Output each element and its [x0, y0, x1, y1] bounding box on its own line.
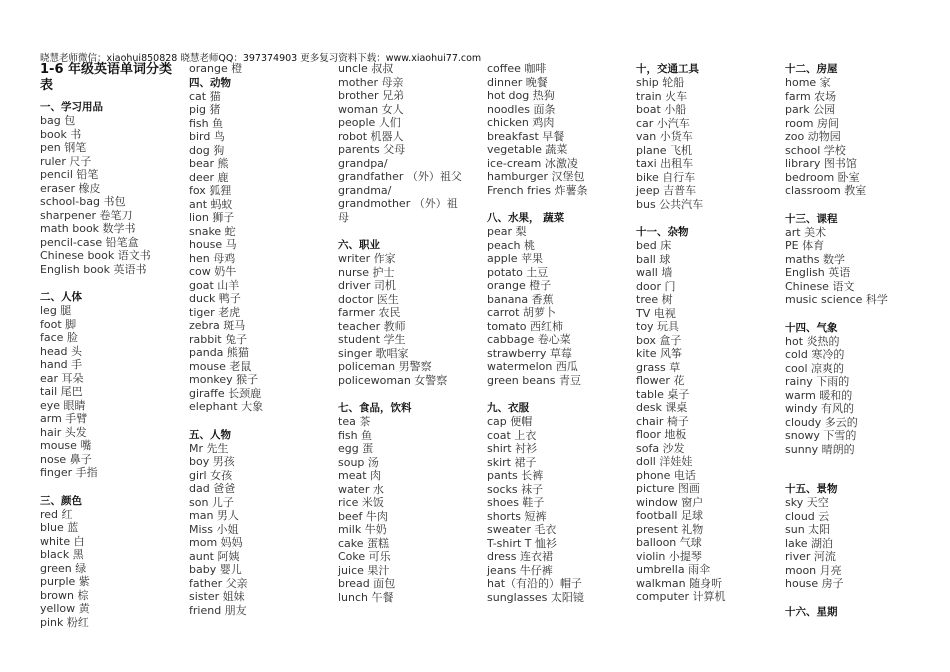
word-entry: phone 电话	[636, 468, 696, 482]
word-entry: soup 汤	[338, 455, 379, 469]
word-entry: kite 风筝	[636, 347, 683, 360]
word-entry: duck 鸭子	[189, 292, 241, 305]
column-3	[338, 62, 466, 618]
section-title: 十六、星期	[785, 605, 838, 618]
section-title: 十，交通工具	[636, 63, 699, 75]
word-list	[785, 76, 925, 198]
word-entry: desk 课桌	[636, 401, 688, 414]
word-entry: robot 机器人	[338, 129, 404, 143]
word-entry: sunglasses 太阳镜	[487, 590, 584, 604]
word-entry: pink 粉红	[40, 615, 89, 629]
section-title: 一、学习用品	[40, 101, 103, 113]
word-entry: boat 小船	[636, 103, 687, 116]
word-entry: computer 计算机	[636, 590, 726, 603]
word-list	[40, 508, 180, 630]
section-stationery	[40, 100, 180, 276]
word-entry: bus 公共汽车	[636, 197, 704, 211]
word-entry: green 绿	[40, 561, 87, 575]
word-entry: purple 紫	[40, 575, 90, 588]
page-header: 晓慧老师微信：xiaohui850828 晓慧老师QQ：397374903 更多复习资料下载：www.xiaohui77.com	[40, 53, 482, 64]
word-entry: library 图书馆	[785, 157, 857, 170]
word-entry: rabbit 兔子	[189, 332, 248, 346]
word-entry: lion 狮子	[189, 211, 235, 224]
word-entry: home 家	[785, 76, 831, 89]
word-list	[189, 442, 329, 618]
word-entry: green beans 青豆	[487, 373, 581, 387]
word-entry: baby 婴儿	[189, 563, 242, 576]
section-title: 九、衣服	[487, 402, 529, 414]
word-entry: brown 棕	[40, 588, 89, 602]
word-entry: snake 蛇	[189, 224, 236, 238]
word-entry: coffee 咖啡	[487, 62, 547, 75]
word-entry: brother 兄弟	[338, 89, 405, 102]
word-entry: sweater 毛衣	[487, 523, 557, 536]
word-entry: tomato 西红柿	[487, 319, 564, 333]
word-entry: father 父亲	[189, 576, 248, 590]
word-entry: singer 歌唱家	[338, 346, 409, 360]
word-entry: ant 蚂蚁	[189, 197, 233, 211]
word-entry: water 水	[338, 482, 384, 496]
word-entry: coat 上衣	[487, 428, 537, 442]
word-entry: white 白	[40, 534, 85, 548]
word-entry: carrot 胡萝卜	[487, 306, 556, 319]
column-1	[40, 62, 180, 643]
word-entry: hot dog 热狗	[487, 89, 555, 102]
word-entry: room 房间	[785, 116, 839, 130]
section-title: 十三、课程	[785, 212, 838, 225]
word-entry: noodles 面条	[487, 102, 556, 116]
word-entry: ship 轮船	[636, 76, 685, 89]
word-list	[636, 239, 776, 604]
word-entry: box 盒子	[636, 333, 682, 347]
word-entry: pear 梨	[487, 225, 527, 238]
word-entry: dog 狗	[189, 143, 225, 157]
word-entry: watermelon 西瓜	[487, 360, 578, 373]
word-entry: grandma/	[338, 183, 392, 197]
word-entry: nose 鼻子	[40, 452, 92, 466]
word-entry: sky 天空	[785, 496, 829, 509]
word-list	[785, 226, 925, 307]
word-entry: finger 手指	[40, 466, 98, 479]
word-entry: warm 暖和的	[785, 388, 853, 402]
word-entry: cloudy 多云的	[785, 415, 858, 429]
word-entry: milk 牛奶	[338, 523, 387, 536]
word-entry: windy 有风的	[785, 402, 855, 415]
word-entry: classroom 教室	[785, 184, 867, 197]
word-entry: head 头	[40, 344, 82, 358]
word-entry: peach 桃	[487, 238, 536, 252]
word-entry: TV 电视	[636, 306, 676, 320]
word-entry: grandpa/	[338, 156, 388, 170]
section-week	[785, 605, 925, 619]
word-list	[338, 415, 466, 604]
word-entry: bread 面包	[338, 577, 396, 590]
section-colors-continued	[189, 62, 329, 76]
word-entry: woman 女人	[338, 102, 404, 116]
word-entry: cool 凉爽的	[785, 361, 845, 375]
word-entry: juice 果汁	[338, 563, 390, 577]
word-entry: red 红	[40, 507, 73, 521]
word-entry: picture 图画	[636, 482, 700, 495]
section-colors	[40, 494, 180, 630]
word-entry: orange 橙	[189, 62, 243, 75]
word-entry: hot 炎热的	[785, 334, 840, 348]
word-entry: parents 父母	[338, 143, 406, 156]
word-entry: door 门	[636, 279, 676, 293]
word-entry: meat 肉	[338, 469, 382, 482]
word-entry: elephant 大象	[189, 400, 264, 413]
word-entry: school-bag 书包	[40, 195, 126, 208]
word-entry: hat（有沿的）帽子	[487, 577, 583, 590]
word-entry: lunch 午餐	[338, 590, 394, 604]
word-entry: fox 狐狸	[189, 184, 232, 197]
word-entry: cloud 云	[785, 509, 830, 523]
word-entry: Chinese book 语文书	[40, 249, 151, 262]
column-5	[636, 62, 776, 618]
word-entry: tail 尾巴	[40, 385, 83, 398]
word-entry: bear 熊	[189, 157, 229, 170]
section-title: 十二、房屋	[785, 63, 838, 75]
word-entry: music science 科学	[785, 293, 888, 306]
word-entry: nurse 护士	[338, 265, 395, 279]
word-entry: plane 飞机	[636, 143, 693, 157]
column-4	[487, 62, 627, 618]
section-title: 三、颜色	[40, 494, 82, 507]
word-entry: ball 球	[636, 252, 671, 266]
word-entry: mouse 嘴	[40, 439, 92, 452]
word-entry: bike 自行车	[636, 170, 696, 184]
word-entry: lake 湖泊	[785, 536, 834, 550]
word-entry: boy 男孩	[189, 455, 235, 468]
word-entry: river 河流	[785, 550, 836, 563]
section-title: 五、人物	[189, 428, 231, 441]
word-entry: mom 妈妈	[189, 536, 243, 549]
word-entry: house 房子	[785, 577, 844, 590]
word-entry: girl 女孩	[189, 468, 233, 482]
word-entry: flower 花	[636, 374, 685, 387]
word-entry: Chinese 语文	[785, 279, 855, 293]
word-entry: hand 手	[40, 358, 83, 371]
word-entry: face 脸	[40, 331, 78, 344]
word-entry: teacher 教师	[338, 319, 406, 333]
word-list	[40, 304, 180, 480]
word-entry: goat 山羊	[189, 278, 240, 292]
word-entry: grandfather （外）祖父	[338, 170, 462, 183]
word-entry: farm 农场	[785, 89, 837, 103]
word-entry: socks 袜子	[487, 482, 544, 496]
word-entry: sister 姐妹	[189, 590, 245, 603]
word-entry: tiger 老虎	[189, 305, 241, 319]
word-entry: uncle 叔叔	[338, 62, 394, 75]
section-misc	[636, 225, 776, 604]
word-entry: jeans 牛仔裤	[487, 563, 553, 577]
word-entry: balloon 气球	[636, 536, 702, 549]
word-entry: cake 蛋糕	[338, 536, 390, 550]
word-entry: vegetable 蔬菜	[487, 143, 568, 156]
word-entry: shirt 衬衫	[487, 442, 538, 455]
word-entry: dad 爸爸	[189, 482, 236, 495]
word-list	[189, 90, 329, 414]
word-list	[785, 496, 925, 591]
word-entry: mother 母亲	[338, 75, 404, 89]
word-list	[338, 252, 466, 387]
word-entry: deer 鹿	[189, 170, 229, 184]
word-list	[338, 62, 466, 224]
word-entry: policeman 男警察	[338, 360, 432, 373]
word-entry: grass 草	[636, 360, 681, 374]
word-entry: shoes 鞋子	[487, 496, 545, 509]
word-entry: student 学生	[338, 333, 406, 346]
word-entry: English book 英语书	[40, 262, 147, 276]
word-entry: floor 地板	[636, 428, 687, 441]
word-entry: pants 长裤	[487, 469, 544, 482]
word-entry: sharpener 卷笔刀	[40, 208, 133, 222]
word-entry: park 公园	[785, 103, 836, 116]
word-list	[785, 335, 925, 457]
word-list	[487, 225, 627, 387]
word-entry: skirt 裙子	[487, 455, 537, 469]
word-entry: hen 母鸡	[189, 251, 236, 265]
word-entry: foot 脚	[40, 317, 77, 331]
word-entry: zebra 斑马	[189, 319, 246, 332]
word-entry: pen 钢笔	[40, 141, 87, 154]
word-entry: jeep 吉普车	[636, 184, 697, 197]
word-entry: book 书	[40, 127, 82, 141]
word-entry: van 小货车	[636, 130, 693, 143]
word-entry: bed 床	[636, 239, 672, 252]
word-entry: tea 茶	[338, 415, 371, 428]
word-entry: man 男人	[189, 509, 239, 522]
word-entry: black 黑	[40, 548, 84, 561]
word-entry: Coke 可乐	[338, 550, 391, 563]
word-entry: PE 体育	[785, 239, 825, 252]
section-clothes	[487, 401, 627, 604]
word-entry: eye 眼睛	[40, 398, 86, 412]
word-entry: monkey 猴子	[189, 373, 259, 386]
word-entry: fish 鱼	[338, 428, 373, 442]
word-entry: walkman 随身听	[636, 576, 723, 590]
word-entry: math book 数学书	[40, 222, 136, 235]
word-entry: chicken 鸡肉	[487, 116, 555, 129]
section-title: 七、食品，饮料	[338, 402, 412, 414]
word-entry: art 美术	[785, 225, 827, 239]
word-list	[487, 62, 627, 197]
word-entry: egg 蛋	[338, 442, 374, 455]
section-jobs	[338, 238, 466, 387]
section-title: 六、职业	[338, 239, 380, 251]
word-entry: writer 作家	[338, 252, 396, 265]
word-entry: dinner 晚餐	[487, 75, 548, 89]
word-entry: cap 便帽	[487, 415, 533, 428]
word-entry: pencil 铅笔	[40, 168, 99, 181]
document-title: 1-6 年级英语单词分类表	[40, 62, 173, 93]
section-weather	[785, 321, 925, 457]
word-entry: Mr 先生	[189, 441, 229, 455]
word-entry: yellow 黄	[40, 602, 90, 615]
word-list	[40, 114, 180, 276]
word-entry: breakfast 早餐	[487, 129, 565, 143]
word-entry: giraffe 长颈鹿	[189, 386, 262, 400]
word-entry: ear 耳朵	[40, 371, 84, 385]
word-entry: grandmother （外）祖母	[338, 197, 458, 224]
word-entry: umbrella 雨伞	[636, 563, 711, 576]
word-entry: cat 猫	[189, 89, 221, 103]
word-entry: apple 苹果	[487, 252, 544, 265]
section-title: 二、人体	[40, 291, 82, 303]
word-entry: hamburger 汉堡包	[487, 170, 585, 183]
word-entry: farmer 农民	[338, 306, 401, 319]
word-entry: pig 猪	[189, 103, 221, 116]
word-entry: cow 奶牛	[189, 265, 237, 278]
word-entry: driver 司机	[338, 279, 396, 292]
word-entry: wall 墙	[636, 266, 673, 279]
word-entry: school 学校	[785, 143, 846, 157]
word-entry: violin 小提琴	[636, 549, 702, 563]
section-animals	[189, 76, 329, 414]
section-scenery	[785, 482, 925, 591]
section-fruits	[487, 211, 627, 387]
section-people-continued	[338, 62, 466, 224]
section-rooms	[785, 62, 925, 198]
word-entry: train 火车	[636, 89, 688, 103]
word-entry: friend 朋友	[189, 603, 247, 617]
word-entry: English 英语	[785, 266, 851, 279]
section-food-continued	[487, 62, 627, 197]
word-entry: T-shirt T 恤衫	[487, 536, 557, 550]
column-2	[189, 62, 329, 631]
word-entry: beef 牛肉	[338, 509, 388, 523]
word-entry: cabbage 卷心菜	[487, 333, 571, 346]
column-6	[785, 62, 925, 633]
word-entry: sun 太阳	[785, 523, 831, 536]
word-entry: cold 寒冷的	[785, 348, 845, 361]
word-entry: arm 手臂	[40, 412, 88, 425]
word-entry: maths 数学	[785, 252, 845, 266]
word-entry: toy 玩具	[636, 320, 680, 333]
word-entry: sunny 晴朗的	[785, 442, 855, 456]
section-title: 四、动物	[189, 76, 231, 89]
word-list	[636, 76, 776, 211]
word-entry: mouse 老鼠	[189, 359, 252, 373]
word-entry: window 窗户	[636, 495, 704, 509]
section-title: 十五、景物	[785, 483, 838, 495]
word-entry: panda 熊猫	[189, 346, 249, 359]
word-entry: policewoman 女警察	[338, 373, 448, 387]
section-courses	[785, 212, 925, 307]
word-entry: son 儿子	[189, 495, 234, 509]
word-entry: potato 土豆	[487, 265, 549, 279]
word-entry: banana 香蕉	[487, 292, 554, 306]
section-title: 十四、气象	[785, 321, 838, 334]
word-entry: rice 米饭	[338, 496, 384, 509]
section-body	[40, 290, 180, 480]
section-title: 十一、杂物	[636, 226, 689, 238]
word-entry: car 小汽车	[636, 116, 690, 130]
word-entry: orange 橙子	[487, 279, 552, 292]
word-entry: French fries 炸薯条	[487, 183, 588, 197]
word-entry: fish 鱼	[189, 116, 224, 130]
word-entry: shorts 短裤	[487, 509, 547, 523]
word-entry: pencil-case 铅笔盒	[40, 235, 139, 249]
word-list	[487, 415, 627, 604]
word-entry: ice-cream 冰激凌	[487, 156, 578, 170]
word-entry: Miss 小姐	[189, 522, 239, 536]
word-entry: snowy 下雪的	[785, 429, 857, 442]
word-entry: table 桌子	[636, 387, 690, 401]
word-entry: doctor 医生	[338, 292, 399, 306]
word-list	[189, 62, 329, 76]
word-entry: sofa 沙发	[636, 441, 685, 455]
word-entry: bird 鸟	[189, 130, 225, 143]
word-entry: taxi 出租车	[636, 157, 694, 170]
word-entry: people 人们	[338, 116, 401, 129]
word-entry: bedroom 卧室	[785, 170, 860, 184]
word-entry: blue 蓝	[40, 521, 79, 534]
word-entry: moon 月亮	[785, 563, 842, 577]
word-entry: hair 头发	[40, 425, 87, 439]
word-entry: chair 椅子	[636, 414, 689, 428]
word-entry: bag 包	[40, 114, 76, 127]
word-entry: strawberry 草莓	[487, 346, 572, 360]
section-transport	[636, 62, 776, 211]
word-entry: doll 洋娃娃	[636, 455, 693, 468]
word-entry: house 马	[189, 238, 237, 251]
section-title: 八、水果， 蔬菜	[487, 212, 565, 224]
word-entry: eraser 橡皮	[40, 181, 101, 195]
word-entry: ruler 尺子	[40, 154, 92, 168]
word-entry: dress 连衣裙	[487, 550, 553, 563]
word-entry: tree 树	[636, 293, 673, 306]
word-entry: rainy 下雨的	[785, 375, 850, 388]
word-entry: present 礼物	[636, 522, 704, 536]
word-entry: leg 腿	[40, 304, 72, 317]
word-entry: football 足球	[636, 509, 703, 522]
word-entry: zoo 动物园	[785, 130, 841, 143]
word-entry: aunt 阿姨	[189, 549, 240, 563]
section-food	[338, 401, 466, 604]
section-people	[189, 428, 329, 618]
